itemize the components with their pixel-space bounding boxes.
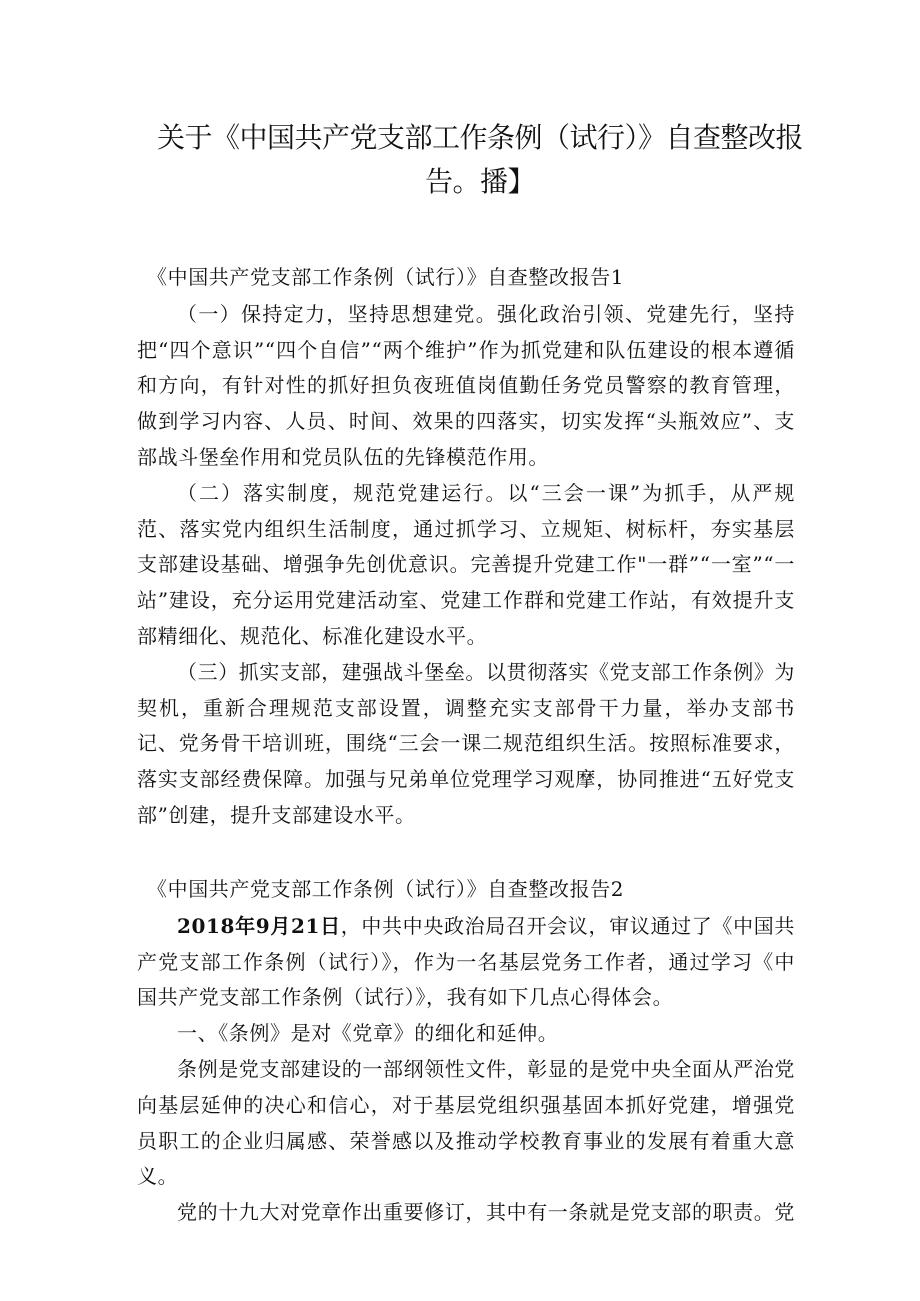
paragraph-text: ，中共中央政治局召开会议，审议通过了《中国共产党支部工作条例（试行）》，作为一名基层党务工作者，通过学习《中国共产党支部工作条例（试行）》，我有如下几点心得体会。 <box>137 913 795 1010</box>
section-heading: 《中国共产党支部工作条例（试行）》自查整改报告2 <box>147 877 625 901</box>
section-heading: 《中国共产党支部工作条例（试行）》自查整改报告1 <box>147 265 625 289</box>
paragraph: 一、《条例》是对《党章》的细化和延伸。 <box>177 1021 559 1046</box>
paragraph: （三）抓实支部，建强战斗堡垒。以贯彻落实《党支部工作条例》为契机，重新合理规范支部设置，调整充实支部骨干力量，举办支部书记、党务骨干培训班，围绕“三会一课二规范组织生活。按照标准要求，落实支部经费保障。加强与兄弟单位党理学习观摩，协同推进“五好党支部”创建，提升支部建设水平。 <box>137 659 795 827</box>
report-section-2 <box>137 872 795 1231</box>
paragraph: （一）保持定力，坚持思想建党。强化政治引领、党建先行，坚持把“四个意识”“四个自信”“两个维护”作为抓党建和队伍建设的根本遵循和方向，有针对性的抓好担负夜班值岗值勤任务党员警察的教育管理，做到学习内容、人员、时间、效果的四落实，切实发挥“头瓶效应”、支部战斗堡垒作用和党员队伍的先锋模范作用。 <box>137 301 795 469</box>
report-section-1 <box>137 260 795 834</box>
paragraph: （二）落实制度，规范党建运行。以“三会一课”为抓手，从严规范、落实党内组织生活制度，通过抓学习、立规矩、树标杆，夯实基层支部建设基础、增强争先创优意识。完善提升党建工作"一群”“一室”“一站”建设，充分运用党建活动室、党建工作群和党建工作站，有效提升支部精细化、规范化、标准化建设水平。 <box>137 480 795 648</box>
paragraph <box>137 909 795 1016</box>
paragraph: 条例是党支部建设的一部纲领性文件，彰显的是党中央全面从严治党向基层延伸的决心和信心，对于基层党组织强基固本抓好党建，增强党员职工的企业归属感、荣誉感以及推动学校教育事业的发展有着重大意义。 <box>137 1056 795 1189</box>
document-title: 关于《中国共产党支部工作条例（试行）》自查整改报告。播】 <box>156 121 803 198</box>
date-text: 2018年9月21日 <box>177 913 341 938</box>
paragraph: 党的十九大对党章作出重要修订，其中有一条就是党支部的职责。党 <box>177 1200 795 1225</box>
